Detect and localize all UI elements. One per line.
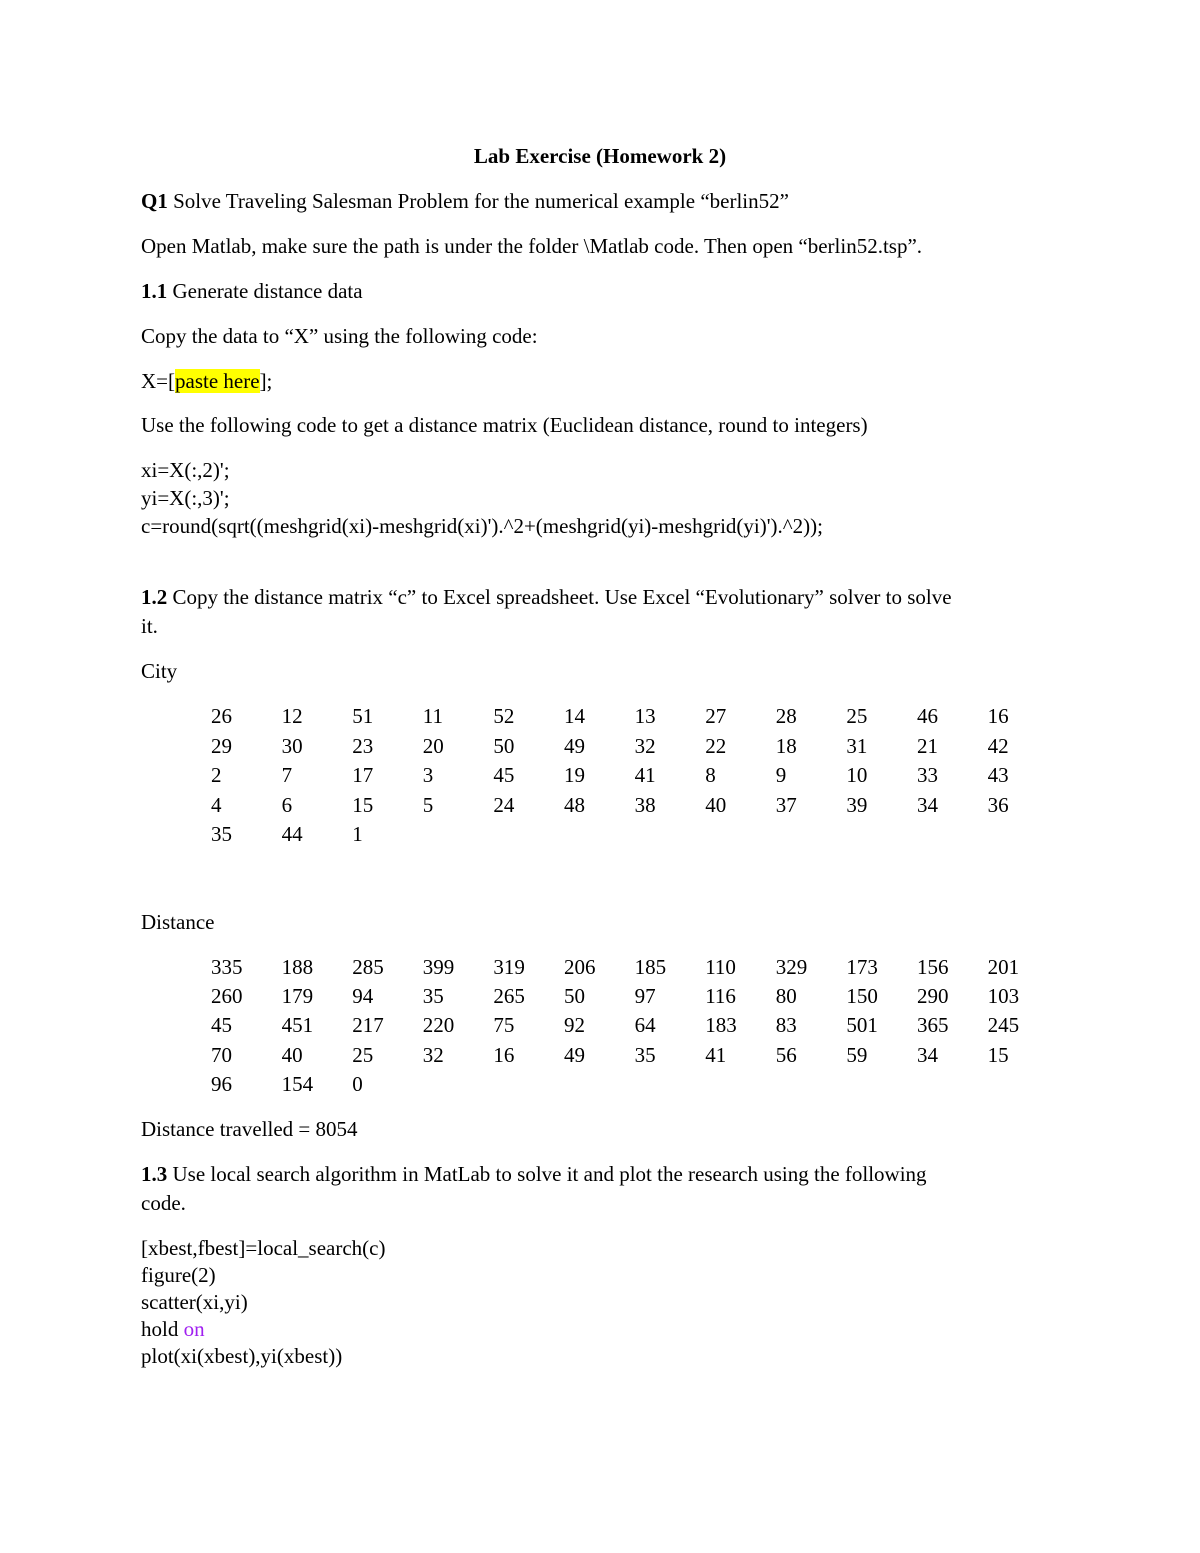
table-cell: 52 <box>493 704 515 728</box>
table-cell: 39 <box>846 792 868 817</box>
code-line-local-search: [xbest,fbest]=local_search(c) <box>141 1236 386 1260</box>
table-cell: 206 <box>564 955 596 979</box>
table-cell: 50 <box>493 733 515 758</box>
hold-text: hold <box>141 1317 184 1341</box>
table-cell: 43 <box>987 763 1009 787</box>
table-cell: 329 <box>775 955 808 979</box>
code-line-xi: xi=X(:,2)'; <box>141 458 230 482</box>
table-cell: 5 <box>422 792 434 817</box>
distance-label: Distance <box>141 910 215 934</box>
table-cell: 92 <box>564 1013 585 1038</box>
table-cell: 8 <box>705 763 716 787</box>
table-cell: 45 <box>493 763 515 787</box>
page-title: Lab Exercise (Homework 2) <box>473 144 727 168</box>
table-cell: 156 <box>917 955 949 979</box>
table-cell: 21 <box>917 733 938 758</box>
table-cell: 40 <box>705 792 727 817</box>
table-cell: 32 <box>634 733 656 758</box>
table-cell: 23 <box>352 733 374 758</box>
table-cell: 97 <box>634 984 656 1009</box>
table-cell: 13 <box>634 704 656 728</box>
table-cell: 220 <box>422 1013 455 1038</box>
table-cell: 6 <box>281 792 293 817</box>
section-1-2 <box>141 584 952 610</box>
table-cell: 9 <box>775 763 787 787</box>
copy-instruction: Copy the data to “X” using the following code: <box>141 324 538 348</box>
table-cell: 64 <box>634 1013 656 1038</box>
table-cell: 365 <box>917 1013 949 1038</box>
table-cell: 34 <box>917 792 938 817</box>
table-cell: 38 <box>634 792 656 817</box>
table-cell: 33 <box>917 763 938 787</box>
table-cell: 70 <box>211 1042 232 1067</box>
table-cell: 16 <box>987 704 1009 728</box>
s12-label: 1.2 <box>141 585 168 609</box>
table-cell: 12 <box>281 704 303 728</box>
code-line-plot: plot(xi(xbest),yi(xbest)) <box>141 1344 343 1368</box>
table-cell: 34 <box>917 1042 938 1067</box>
code-line-yi: yi=X(:,3)'; <box>141 486 230 510</box>
table-cell: 10 <box>846 763 868 787</box>
q1-text: Solve Traveling Salesman Problem for the numerical example “berlin52” <box>167 189 789 213</box>
section-1-2-cont: it. <box>141 614 158 638</box>
table-cell: 179 <box>281 984 314 1009</box>
table-cell: 245 <box>987 1013 1020 1038</box>
s13-text: Use local search algorithm in MatLab to solve it and plot the research using the following <box>167 1162 927 1186</box>
table-cell: 51 <box>352 704 374 728</box>
table-cell: 25 <box>352 1042 374 1067</box>
table-cell: 28 <box>775 704 797 728</box>
table-cell: 29 <box>211 733 232 758</box>
table-cell: 451 <box>281 1013 314 1038</box>
s12-text: Copy the distance matrix “c” to Excel spreadsheet. Use Excel “Evolutionary” solver to solve <box>167 585 952 609</box>
paste-here-highlight: paste here <box>175 369 260 393</box>
section-1-3 <box>141 1161 927 1187</box>
table-cell: 94 <box>352 984 374 1009</box>
table-cell: 20 <box>422 733 444 758</box>
table-cell: 83 <box>775 1013 797 1038</box>
table-cell: 18 <box>775 733 797 758</box>
table-cell: 188 <box>281 955 314 979</box>
q1-label: Q1 <box>141 189 168 213</box>
table-cell: 290 <box>917 984 949 1009</box>
table-cell: 103 <box>987 984 1020 1009</box>
x-code-line <box>141 368 272 394</box>
table-cell: 183 <box>705 1013 737 1038</box>
table-cell: 49 <box>564 1042 585 1067</box>
table-cell: 116 <box>705 984 736 1009</box>
open-instruction: Open Matlab, make sure the path is under the folder \Matlab code. Then open “berlin52.tsp”. <box>141 234 923 258</box>
table-cell: 17 <box>352 763 374 787</box>
table-cell: 22 <box>705 733 727 758</box>
table-cell: 41 <box>705 1042 727 1067</box>
table-cell: 46 <box>917 704 938 728</box>
table-cell: 1 <box>352 822 363 846</box>
table-cell: 201 <box>987 955 1020 979</box>
code-line-figure: figure(2) <box>141 1263 216 1287</box>
table-cell: 31 <box>846 733 868 758</box>
table-cell: 45 <box>211 1013 232 1038</box>
table-cell: 26 <box>211 704 232 728</box>
table-cell: 2 <box>211 763 222 787</box>
s11-label: 1.1 <box>141 279 168 303</box>
table-cell: 56 <box>775 1042 797 1067</box>
table-cell: 30 <box>281 733 303 758</box>
table-cell: 96 <box>211 1071 232 1096</box>
x-code-suffix: ]; <box>259 369 273 393</box>
table-cell: 16 <box>493 1042 515 1067</box>
table-cell: 265 <box>493 984 525 1009</box>
table-cell: 3 <box>422 763 434 787</box>
table-cell: 48 <box>564 792 585 817</box>
table-cell: 24 <box>493 792 515 817</box>
s13-label: 1.3 <box>141 1162 168 1186</box>
table-cell: 11 <box>422 704 444 728</box>
table-cell: 154 <box>281 1071 314 1096</box>
table-cell: 27 <box>705 704 727 728</box>
table-cell: 37 <box>775 792 797 817</box>
table-cell: 335 <box>211 955 243 979</box>
table-cell: 49 <box>564 733 585 758</box>
table-cell: 14 <box>564 704 585 728</box>
table-cell: 173 <box>846 955 878 979</box>
code-line-hold <box>141 1316 205 1342</box>
table-cell: 50 <box>564 984 585 1009</box>
table-cell: 41 <box>634 763 656 787</box>
table-cell: 15 <box>987 1042 1009 1067</box>
distance-travelled: Distance travelled = 8054 <box>141 1117 358 1141</box>
table-cell: 285 <box>352 955 384 979</box>
table-cell: 36 <box>987 792 1009 817</box>
section-1-1 <box>141 278 363 304</box>
table-cell: 7 <box>281 763 293 787</box>
table-cell: 185 <box>634 955 667 979</box>
table-cell: 32 <box>422 1042 444 1067</box>
table-cell: 501 <box>846 1013 878 1038</box>
table-cell: 19 <box>564 763 585 787</box>
code-line-c: c=round(sqrt((meshgrid(xi)-meshgrid(xi)').^2+(meshgrid(yi)-meshgrid(yi)').^2)); <box>141 514 823 538</box>
city-label: City <box>141 659 178 683</box>
s11-text: Generate distance data <box>167 279 363 303</box>
table-cell: 75 <box>493 1013 515 1038</box>
table-cell: 44 <box>281 822 303 846</box>
table-cell: 260 <box>211 984 243 1009</box>
table-cell: 4 <box>211 792 222 817</box>
table-cell: 80 <box>775 984 797 1009</box>
table-cell: 0 <box>352 1071 363 1096</box>
table-cell: 319 <box>493 955 525 979</box>
table-cell: 15 <box>352 792 374 817</box>
table-cell: 35 <box>211 822 232 846</box>
on-keyword: on <box>183 1317 205 1341</box>
table-cell: 42 <box>987 733 1009 758</box>
table-cell: 150 <box>846 984 878 1009</box>
question-1 <box>141 188 789 214</box>
table-cell: 217 <box>352 1013 384 1038</box>
table-cell: 110 <box>705 955 736 979</box>
table-cell: 35 <box>422 984 444 1009</box>
table-cell: 35 <box>634 1042 656 1067</box>
code-line-scatter: scatter(xi,yi) <box>141 1290 248 1314</box>
section-1-3-cont: code. <box>141 1191 186 1215</box>
x-code-prefix: X=[ <box>141 369 176 393</box>
table-cell: 399 <box>422 955 455 979</box>
distance-matrix-instruction: Use the following code to get a distance matrix (Euclidean distance, round to integers) <box>141 413 868 437</box>
table-cell: 40 <box>281 1042 303 1067</box>
table-cell: 25 <box>846 704 868 728</box>
table-cell: 59 <box>846 1042 868 1067</box>
